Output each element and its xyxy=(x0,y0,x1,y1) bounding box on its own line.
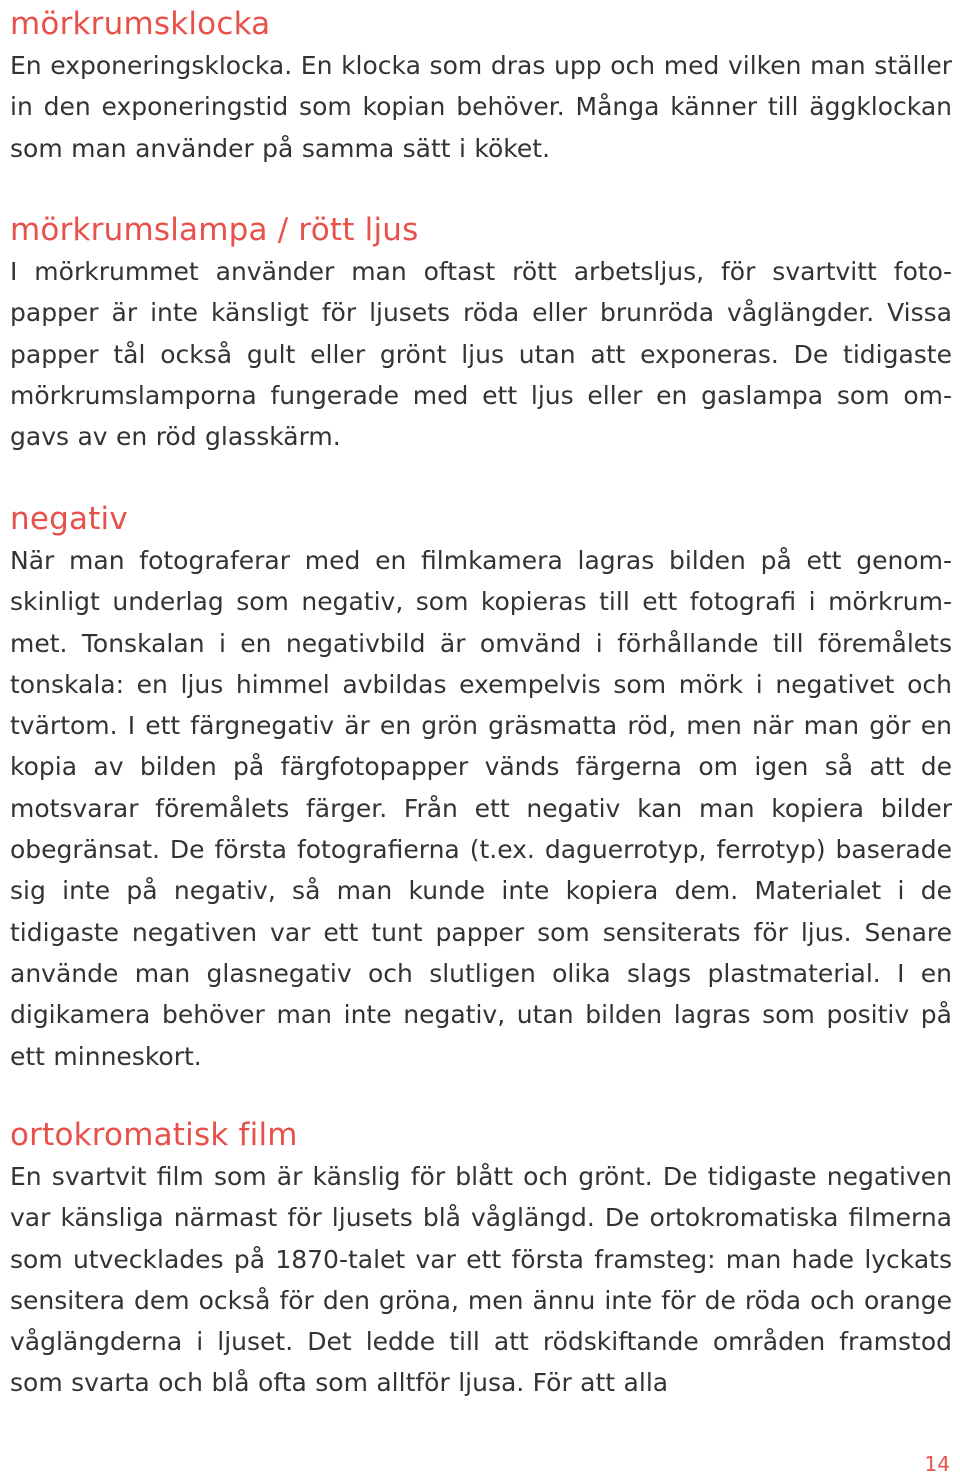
glossary-entry-ortokromatisk-film xyxy=(10,1115,952,1404)
term-definition: En svartvit film som är känslig för blått och grönt. De tidigaste negativen var känsliga närmast för ljusets blå våglängd. De ortokromatiska filmerna som utvecklades på 1870-talet var ett första framsteg: man hade lyckats sensitera dem också för den gröna, men ännu inte för de röda och orange våglängderna i ljuset. Det ledde till att rödskiftande områden framstod som svarta och blå ofta som alltför ljusa. För att alla xyxy=(10,1162,952,1398)
glossary-entry-morkrumsklocka xyxy=(10,4,952,169)
term-heading: negativ xyxy=(10,501,128,537)
term-definition: När man fotograferar med en filmkamera lagras bilden på ett genomskinligt underlag som negativ, som kopieras till ett fotografi i mörkrummet. Tonskalan i en negativbild är omvänd i förhållande till föremålets tonskala: en ljus himmel avbildas exempelvis som mörk i negativet och tvärtom. I ett färgnegativ är en grön gräsmatta röd, men när man gör en kopia av bilden på färgfotopapper vänds färgerna om igen så att de motsvarar föremålets färger. Från ett negativ kan man kopiera bilder obegränsat. De första fotografierna (t.ex. daguerrotyp, ferrotyp) baserade sig inte på negativ, så man kunde inte kopiera dem. Materialet i de tidigaste negativen var ett tunt papper som sensiterats för ljus. Senare använde man glasnegativ och slutligen olika slags plastmaterial. I en digikamera behöver man inte negativ, utan bilden lagras som positiv på ett minneskort. xyxy=(10,546,952,1071)
term-heading: ortokromatisk film xyxy=(10,1117,298,1153)
page-number: 14 xyxy=(924,1452,950,1476)
glossary-entry-morkrumslampa xyxy=(10,210,952,457)
term-heading: mörkrumsklocka xyxy=(10,6,271,42)
glossary-entry-negativ xyxy=(10,499,952,1077)
term-definition: En exponeringsklocka. En klocka som dras upp och med vilken man ställer in den exponeringstid som kopian behöver. Många känner till äggklockan som man använder på samma sätt i köket. xyxy=(10,51,952,163)
term-heading: mörkrumslampa / rött ljus xyxy=(10,212,419,248)
term-definition: I mörkrummet använder man oftast rött arbetsljus, för svartvitt fotopapper är inte känsligt för ljusets röda eller brunröda våglängder. Vissa papper tål också gult eller grönt ljus utan att exponeras. De tidigaste mörkrumslamporna fungerade med ett ljus eller en gaslampa som omgavs av en röd glasskärm. xyxy=(10,257,952,452)
